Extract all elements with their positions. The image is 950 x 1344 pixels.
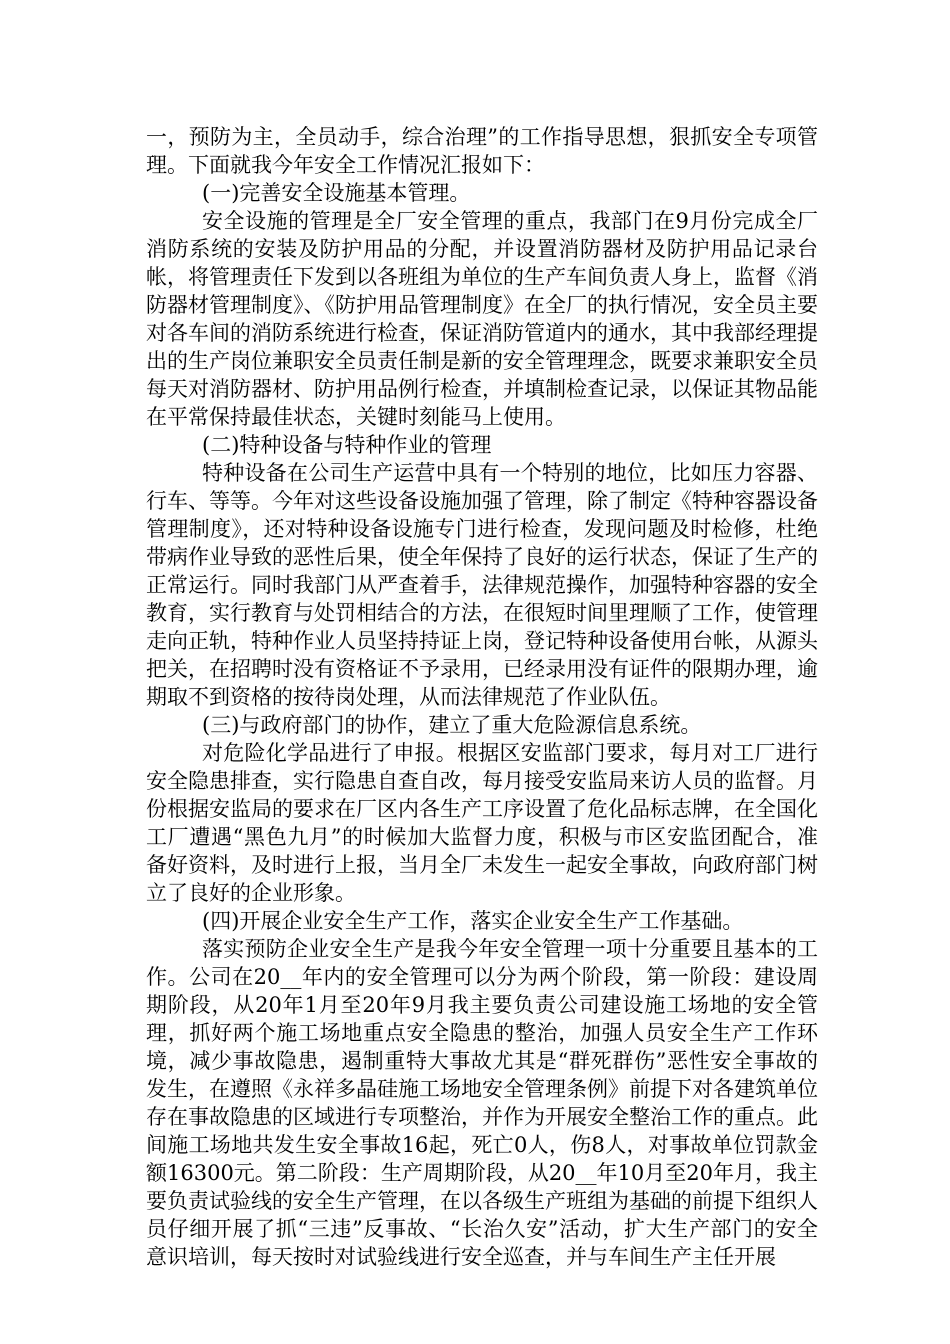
paragraph-section-3: 对危险化学品进行了申报。根据区安监部门要求，每月对工厂进行安全隐患排查，实行隐患自查自改，每月接受安监局来访人员的监督。月份根据安监局的要求在厂区内各生产工序设置了危化品标志牌，在全国化工厂遭遇“黑色九月”的时候加大监督力度，积极与市区安监团配合，准备好资料，及时进行上报，当月全厂未发生一起安全事故，向政府部门树立了良好的企业形象。 <box>146 741 818 905</box>
document-body <box>146 123 818 1271</box>
section-heading-4: (四)开展企业安全生产工作，落实企业安全生产工作基础。 <box>202 909 744 933</box>
paragraph-intro: 一，预防为主，全员动手，综合治理”的工作指导思想，狠抓安全专项管理。下面就我今年安全工作情况汇报如下： <box>146 125 818 177</box>
paragraph-section-4: 落实预防企业安全生产是我今年安全管理一项十分重要且基本的工作。公司在20__年内的安全管理可以分为两个阶段，第一阶段：建设周期阶段，从20年1月至20年9月我主要负责公司建设施工场地的安全管理，抓好两个施工场地重点安全隐患的整治，加强人员安全生产工作环境，减少事故隐患，遏制重特大事故尤其是“群死群伤”恶性安全事故的发生，在遵照《永祥多晶硅施工场地安全管理条例》前提下对各建筑单位存在事故隐患的区域进行专项整治，并作为开展安全整治工作的重点。此间施工场地共发生安全事故16起，死亡0人，伤8人，对事故单位罚款金额16300元。第二阶段：生产周期阶段，从20__年10月至20年月，我主要负责试验线的安全生产管理，在以各级生产班组为基础的前提下组织人员仔细开展了抓“三违”反事故、“长治久安”活动，扩大生产部门的安全意识培训，每天按时对试验线进行安全巡查，并与车间生产主任开展 <box>146 937 818 1269</box>
section-heading-1: (一)完善安全设施基本管理。 <box>202 181 471 205</box>
paragraph-section-2: 特种设备在公司生产运营中具有一个特别的地位，比如压力容器、行车、等等。今年对这些设备设施加强了管理，除了制定《特种容器设备管理制度》，还对特种设备设施专门进行检查，发现问题及时检修，杜绝带病作业导致的恶性后果，使全年保持了良好的运行状态，保证了生产的正常运行。同时我部门从严查着手，法律规范操作，加强特种容器的安全教育，实行教育与处罚相结合的方法，在很短时间里理顺了工作，使管理走向正轨，特种作业人员坚持持证上岗，登记特种设备使用台帐，从源头把关，在招聘时没有资格证不予录用，已经录用没有证件的限期办理，逾期取不到资格的按待岗处理，从而法律规范了作业队伍。 <box>146 461 818 709</box>
paragraph-section-1: 安全设施的管理是全厂安全管理的重点，我部门在9月份完成全厂消防系统的安装及防护用品的分配，并设置消防器材及防护用品记录台帐，将管理责任下发到以各班组为单位的生产车间负责人身上，监督《消防器材管理制度》、《防护用品管理制度》在全厂的执行情况，安全员主要对各车间的消防系统进行检查，保证消防管道内的通水，其中我部经理提出的生产岗位兼职安全员责任制是新的安全管理理念，既要求兼职安全员每天对消防器材、防护用品例行检查，并填制检查记录，以保证其物品能在平常保持最佳状态，关键时刻能马上使用。 <box>146 209 818 429</box>
section-heading-3: (三)与政府部门的协作，建立了重大危险源信息系统。 <box>202 713 702 737</box>
section-heading-2: (二)特种设备与特种作业的管理 <box>202 433 492 457</box>
